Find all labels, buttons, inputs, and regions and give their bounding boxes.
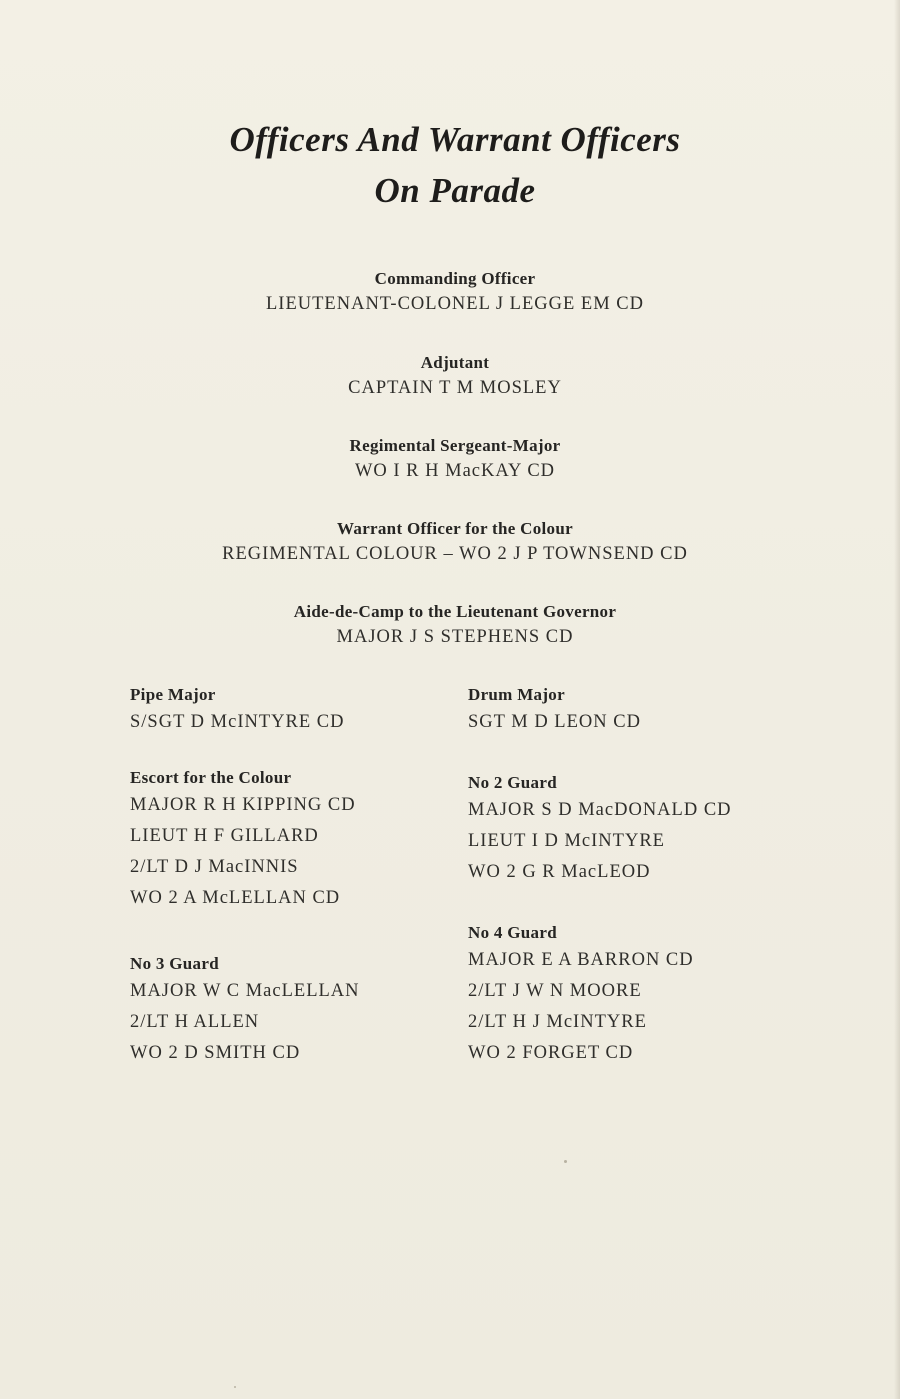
group-heading: Escort for the Colour bbox=[130, 768, 292, 787]
group-member: LIEUT I D McINTYRE bbox=[468, 831, 665, 851]
group-heading: No 2 Guard bbox=[468, 773, 557, 792]
paper-speck bbox=[234, 1386, 236, 1388]
page-title-line-2: On Parade bbox=[374, 171, 536, 210]
group-member: WO 2 D SMITH CD bbox=[130, 1043, 301, 1063]
role-heading: Adjutant bbox=[420, 353, 490, 372]
no-4-guard-group bbox=[468, 921, 868, 1069]
group-member: WO 2 G R MacLEOD bbox=[468, 862, 651, 882]
group-member: 2/LT H J McINTYRE bbox=[468, 1012, 647, 1032]
group-member: LIEUT H F GILLARD bbox=[130, 826, 319, 846]
group-member: MAJOR E A BARRON CD bbox=[468, 950, 694, 970]
group-member: 2/LT D J MacINNIS bbox=[130, 857, 299, 877]
role-holder: WO I R H MacKAY CD bbox=[354, 461, 556, 481]
role-heading: Aide-de-Camp to the Lieutenant Governor bbox=[293, 602, 617, 621]
commanding-officer-block bbox=[0, 266, 900, 318]
group-member: WO 2 A McLELLAN CD bbox=[130, 888, 341, 908]
group-member: WO 2 FORGET CD bbox=[468, 1043, 634, 1063]
role-holder: LIEUTENANT-COLONEL J LEGGE EM CD bbox=[266, 294, 644, 314]
group-member: 2/LT H ALLEN bbox=[130, 1012, 260, 1032]
group-member: S/SGT D McINTYRE CD bbox=[130, 712, 345, 732]
role-heading: Regimental Sergeant-Major bbox=[349, 436, 561, 455]
no-3-guard-group bbox=[130, 952, 450, 1069]
aide-de-camp-block bbox=[0, 599, 900, 651]
pipe-major-group bbox=[130, 683, 450, 738]
adjutant-block bbox=[0, 350, 900, 402]
role-holder: MAJOR J S STEPHENS CD bbox=[336, 627, 574, 647]
regimental-sergeant-major-block bbox=[0, 433, 900, 485]
role-holder: REGIMENTAL COLOUR – WO 2 J P TOWNSEND CD bbox=[222, 544, 688, 564]
colour-warrant-officer-block bbox=[0, 516, 900, 568]
group-heading: Pipe Major bbox=[130, 685, 216, 704]
group-member: SGT M D LEON CD bbox=[468, 712, 641, 732]
drum-major-group bbox=[468, 683, 868, 738]
role-heading: Warrant Officer for the Colour bbox=[337, 519, 573, 538]
role-heading: Commanding Officer bbox=[374, 269, 536, 288]
page-title-line-1: Officers And Warrant Officers bbox=[229, 120, 681, 159]
no-2-guard-group bbox=[468, 771, 868, 888]
group-member: MAJOR W C MacLELLAN bbox=[130, 981, 360, 1001]
paper-speck bbox=[564, 1160, 567, 1163]
group-member: MAJOR R H KIPPING CD bbox=[130, 795, 356, 815]
role-holder: CAPTAIN T M MOSLEY bbox=[348, 378, 562, 398]
escort-for-colour-group bbox=[130, 766, 450, 914]
group-heading: Drum Major bbox=[468, 685, 565, 704]
group-member: MAJOR S D MacDONALD CD bbox=[468, 800, 732, 820]
group-member: 2/LT J W N MOORE bbox=[468, 981, 642, 1001]
group-heading: No 4 Guard bbox=[468, 923, 557, 942]
group-heading: No 3 Guard bbox=[130, 954, 219, 973]
